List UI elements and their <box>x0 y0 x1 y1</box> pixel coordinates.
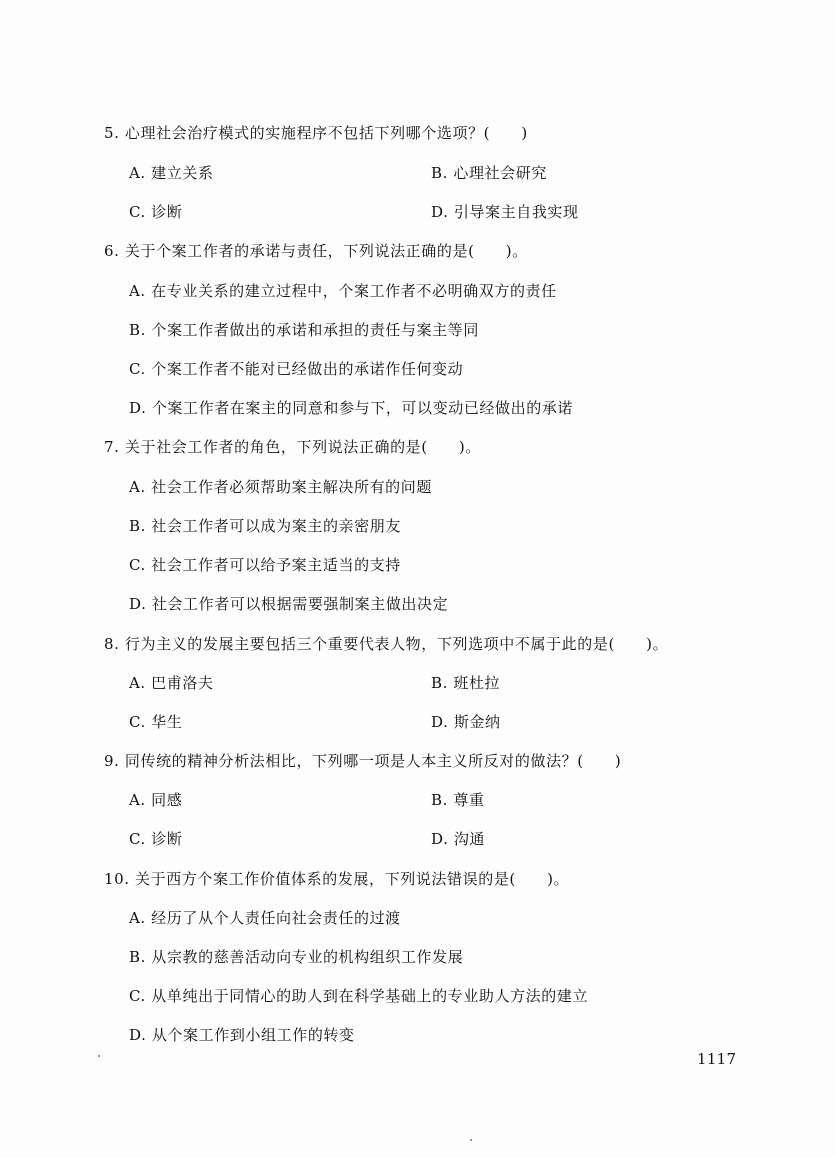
question-5-option-d: D. 引导案主自我实现 <box>431 203 579 221</box>
question-6-option-a: A. 在专业关系的建立过程中，个案工作者不必明确双方的责任 <box>129 282 557 300</box>
scan-speck <box>470 1139 472 1141</box>
question-8: 8. 行为主义的发展主要包括三个重要代表人物，下列选项中不属于此的是( )。 <box>104 635 669 653</box>
question-9-option-d: D. 沟通 <box>431 830 486 848</box>
question-10-option-d: D. 从个案工作到小组工作的转变 <box>129 1026 355 1044</box>
question-6: 6. 关于个案工作者的承诺与责任，下列说法正确的是( )。 <box>104 242 528 260</box>
question-8-option-d: D. 斯金纳 <box>431 713 501 731</box>
question-8-option-b: B. 班杜拉 <box>431 674 501 692</box>
question-10-option-c: C. 从单纯出于同情心的助人到在科学基础上的专业助人方法的建立 <box>129 987 589 1005</box>
question-10-option-b: B. 从宗教的慈善活动向专业的机构组织工作发展 <box>129 948 464 966</box>
question-5-option-b: B. 心理社会研究 <box>431 164 547 182</box>
question-5-option-c: C. 诊断 <box>129 203 183 221</box>
question-6-option-d: D. 个案工作者在案主的同意和参与下，可以变动已经做出的承诺 <box>129 399 574 417</box>
question-9: 9. 同传统的精神分析法相比，下列哪一项是人本主义所反对的做法？( ) <box>104 752 622 770</box>
question-7-option-c: C. 社会工作者可以给予案主适当的支持 <box>129 556 401 574</box>
question-7-option-b: B. 社会工作者可以成为案主的亲密朋友 <box>129 517 401 535</box>
question-5-option-a: A. 建立关系 <box>129 164 214 182</box>
question-9-option-a: A. 同感 <box>129 791 183 809</box>
question-10: 10. 关于西方个案工作价值体系的发展，下列说法错误的是( )。 <box>104 870 570 888</box>
question-9-option-c: C. 诊断 <box>129 830 183 848</box>
scan-speck <box>98 1055 100 1057</box>
question-6-option-b: B. 个案工作者做出的承诺和承担的责任与案主等同 <box>129 321 479 339</box>
question-7-option-a: A. 社会工作者必须帮助案主解决所有的问题 <box>129 478 432 496</box>
question-5: 5. 心理社会治疗模式的实施程序不包括下列哪个选项？( ) <box>104 124 528 142</box>
question-6-option-c: C. 个案工作者不能对已经做出的承诺作任何变动 <box>129 360 464 378</box>
question-7-option-d: D. 社会工作者可以根据需要强制案主做出决定 <box>129 595 449 613</box>
question-10-option-a: A. 经历了从个人责任向社会责任的过渡 <box>129 909 401 927</box>
question-9-option-b: B. 尊重 <box>431 791 485 809</box>
question-8-option-c: C. 华生 <box>129 713 183 731</box>
question-8-option-a: A. 巴甫洛夫 <box>129 674 214 692</box>
question-7: 7. 关于社会工作者的角色，下列说法正确的是( )。 <box>104 438 481 456</box>
page-number: 1117 <box>697 1050 737 1068</box>
